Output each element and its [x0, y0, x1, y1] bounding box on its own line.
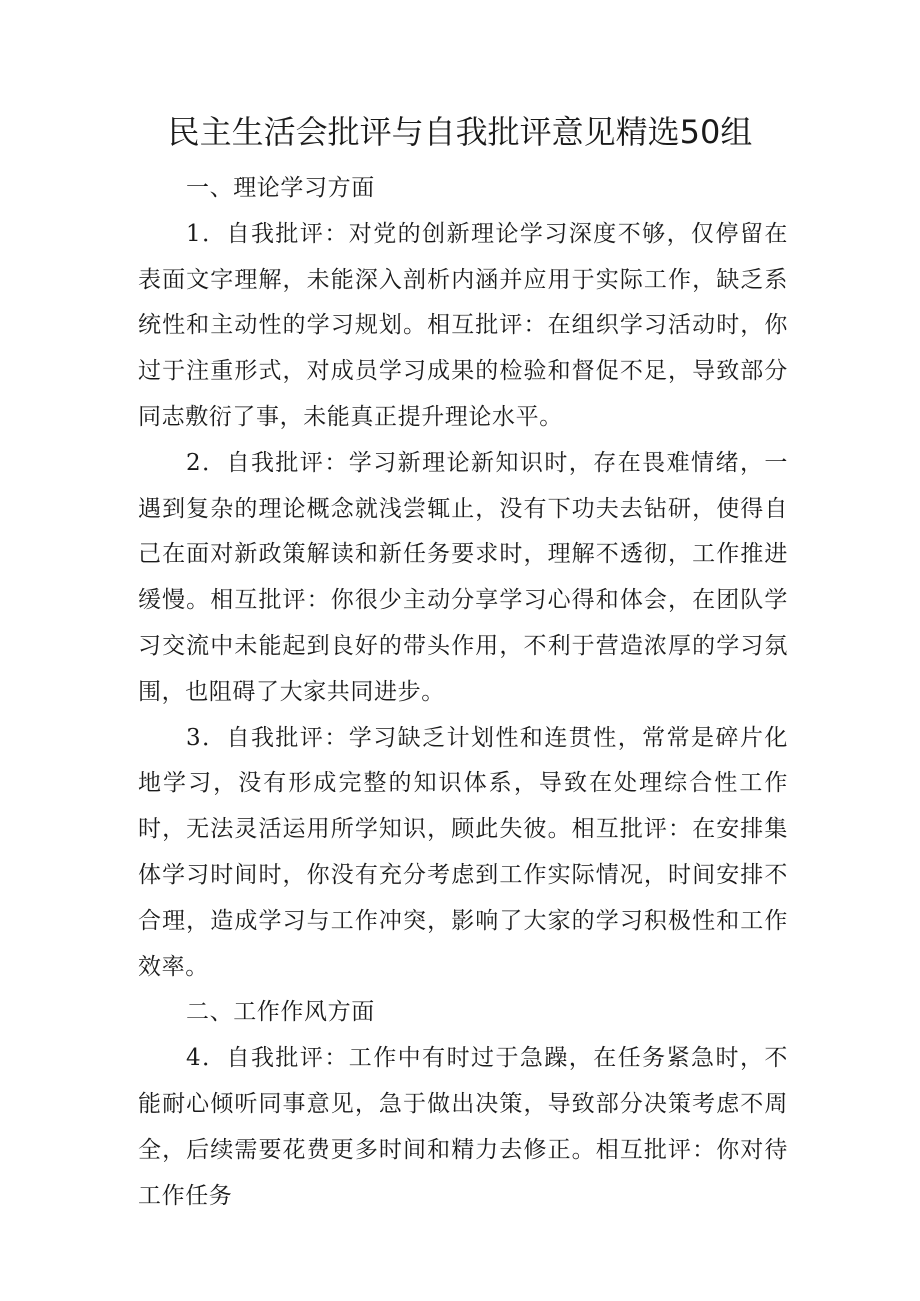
paragraph: 1．自我批评：对党的创新理论学习深度不够，仅停留在表面文字理解，未能深入剖析内涵并应用于实际工作，缺乏系统性和主动性的学习规划。相互批评：在组织学习活动时，你过于注重形式，对成员学习成果的检验和督促不足，导致部分同志敷衍了事，未能真正提升理论水平。	[138, 220, 788, 430]
paragraph: 4．自我批评：工作中有时过于急躁，在任务紧急时，不能耐心倾听同事意见，急于做出决策，导致部分决策考虑不周全，后续需要花费更多时间和精力去修正。相互批评：你对待工作任务	[138, 1045, 788, 1209]
document-title: 民主生活会批评与自我批评意见精选50组	[167, 113, 753, 151]
section-heading: 二、工作作风方面	[186, 999, 375, 1026]
paragraph: 3．自我批评：学习缺乏计划性和连贯性，常常是碎片化地学习，没有形成完整的知识体系，导致在处理综合性工作时，无法灵活运用所学知识，顾此失彼。相互批评：在安排集体学习时间时，你没有充分考虑到工作实际情况，时间安排不合理，造成学习与工作冲突，影响了大家的学习积极性和工作效率。	[138, 724, 788, 980]
paragraph: 2．自我批评：学习新理论新知识时，存在畏难情绪，一遇到复杂的理论概念就浅尝辄止，没有下功夫去钻研，使得自己在面对新政策解读和新任务要求时，理解不透彻，工作推进缓慢。相互批评：你很少主动分享学习心得和体会，在团队学习交流中未能起到良好的带头作用，不利于营造浓厚的学习氛围，也阻碍了大家共同进步。	[138, 449, 788, 705]
section-heading: 一、理论学习方面	[186, 175, 375, 201]
document-body	[138, 166, 788, 1219]
